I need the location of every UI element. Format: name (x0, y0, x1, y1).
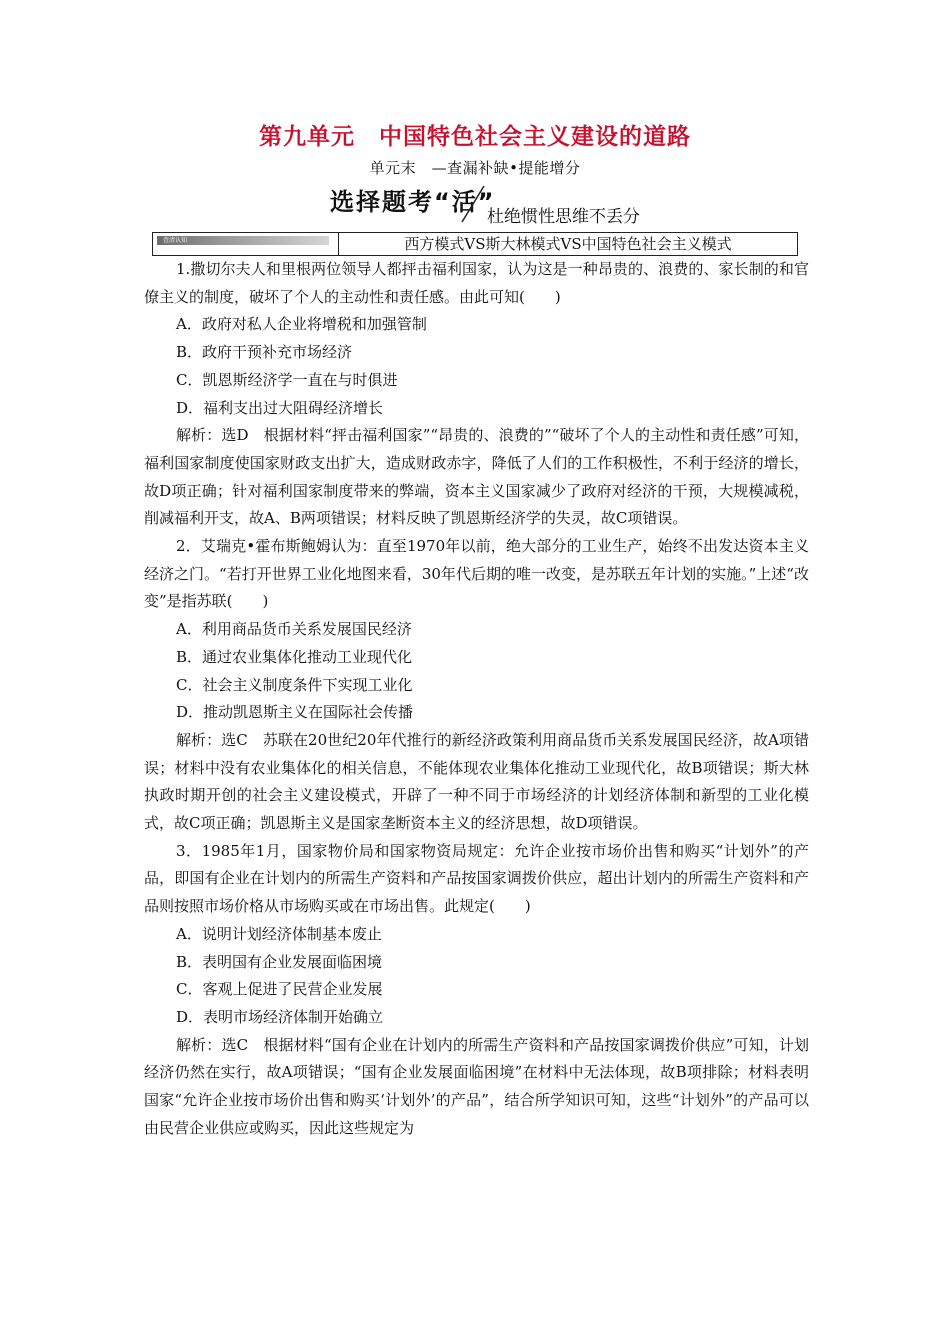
section-tag-cell (153, 233, 339, 255)
banner-sub-text: 杜绝惯性思维不丢分 (487, 207, 640, 227)
question-1-option-a: A．政府对私人企业将增税和加强管制 (176, 315, 427, 334)
section-tag-text: 查清认知 (163, 237, 188, 244)
section-tag-bar (157, 236, 329, 245)
section-heading-box (152, 232, 798, 256)
question-3-stem: 3．1985年1月，国家物价局和国家物资局规定：允许企业按市场价出售和购买“计划外”的产品，即国有企业在计划内的所需生产资料和产品按国家调拨价供应，超出计划内的所需生产资料和产品则按照市场价格从市场购买或在市场出售。此规定( ) (144, 841, 809, 916)
slash-divider-icon (458, 184, 488, 224)
question-1-option-d: D．福利支出过大阻碍经济增长 (176, 398, 384, 417)
banner-main-text: 选择题考“活” (330, 188, 496, 216)
question-1-stem: 1.撒切尔夫人和里根两位领导人都抨击福利国家，认为这是一种昂贵的、浪费的、家长制的和官僚主义的制度，破坏了个人的主动性和责任感。由此可知( ) (144, 260, 809, 306)
question-3-option-d: D．表明市场经济体制开始确立 (176, 1007, 384, 1026)
unit-subtitle: 单元末 —查漏补缺•提能增分 (369, 159, 581, 177)
question-2-analysis: 解析：选C 苏联在20世纪20年代推行的新经济政策利用商品货币关系发展国民经济，故A项错误；材料中没有农业集体化的相关信息，不能体现农业集体化推动工业现代化，故B项错误；斯大林执政时期开创的社会主义建设模式，开辟了一种不同于市场经济的计划经济体制和新型的工业化模式，故C项正确；凯恩斯主义是国家垄断资本主义的经济思想，故D项错误。 (144, 730, 809, 833)
question-2-option-d: D．推动凯恩斯主义在国际社会传播 (176, 703, 414, 722)
question-2-stem: 2．艾瑞克•霍布斯鲍姆认为：直至1970年以前，绝大部分的工业生产，始终不出发达资本主义经济之门。“若打开世界工业化地图来看，30年代后期的唯一改变，是苏联五年计划的实施。”上述“改变”是指苏联( ) (144, 537, 809, 611)
question-3-option-a: A．说明计划经济体制基本废止 (176, 924, 382, 943)
question-3-option-c: C．客观上促进了民营企业发展 (176, 980, 383, 999)
section-banner (330, 180, 670, 227)
unit-title: 第九单元 中国特色社会主义建设的道路 (259, 124, 691, 150)
question-2-option-b: B．通过农业集体化推动工业现代化 (176, 647, 413, 666)
question-3-option-b: B．表明国有企业发展面临困境 (176, 952, 383, 971)
question-3-analysis: 解析：选C 根据材料“国有企业在计划内的所需生产资料和产品按国家调拨价供应”可知，计划经济仍然在实行，故A项错误；“国有企业发展面临困境”在材料中无法体现，故B项排除；材料表明国家“允许企业按市场价出售和购买‘计划外’的产品”，结合所学知识可知，这些“计划外”的产品可以由民营企业供应或购买，因此这些规定为 (144, 1035, 809, 1137)
question-2-option-a: A．利用商品货币关系发展国民经济 (176, 620, 412, 639)
question-2-option-c: C．社会主义制度条件下实现工业化 (176, 675, 413, 694)
question-1-analysis: 解析：选D 根据材料“抨击福利国家”“昂贵的、浪费的”“破坏了个人的主动性和责任感”可知，福利国家制度使国家财政支出扩大，造成财政赤字，降低了人们的工作积极性，不利于经济的增长，故D项正确；针对福利国家制度带来的弊端，资本主义国家减少了政府对经济的干预，大规模减税，削减福利开支，故A、B两项错误；材料反映了凯恩斯经济学的失灵，故C项错误。 (144, 426, 809, 528)
question-list (144, 256, 809, 1143)
question-1-option-c: C．凯恩斯经济学一直在与时俱进 (176, 370, 398, 389)
question-1-option-b: B．政府干预补充市场经济 (176, 343, 353, 362)
section-heading: 西方模式VS斯大林模式VS中国特色社会主义模式 (404, 235, 732, 253)
